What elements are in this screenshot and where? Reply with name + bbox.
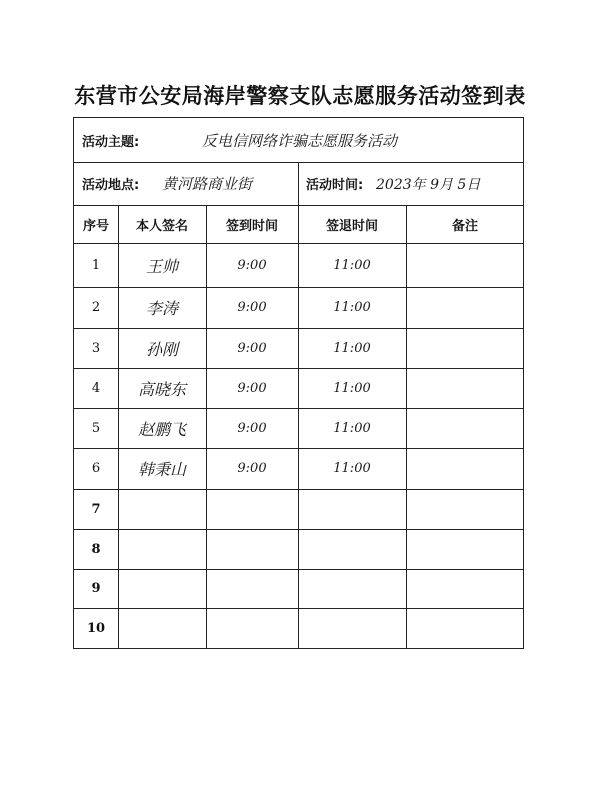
sign-in-time: 9:00 — [237, 380, 267, 396]
sign-out-time: 11:00 — [333, 340, 371, 356]
signature — [118, 529, 206, 569]
signature: 李涛 — [145, 299, 178, 318]
row-number: 3 — [91, 340, 101, 356]
theme-label: 活动主题: — [82, 134, 140, 150]
header-sign-out-time: 签退时间 — [325, 218, 378, 234]
sign-out-time: 11:00 — [333, 380, 371, 396]
sign-in-time: 9:00 — [237, 340, 267, 356]
sign-in-time: 9:00 — [237, 461, 267, 476]
document-title: 东营市公安局海岸警察支队志愿服务活动签到表 — [74, 83, 526, 108]
header-signature: 本人签名 — [135, 218, 188, 234]
header-remarks: 备注 — [451, 218, 478, 234]
row-number: 2 — [91, 300, 101, 315]
sign-in-sheet — [73, 117, 524, 649]
location-label: 活动地点: — [82, 178, 140, 193]
signature: 高晓东 — [137, 379, 186, 399]
row-number: 1 — [91, 257, 101, 273]
sign-in-time: 9:00 — [237, 300, 267, 315]
sign-out-time — [298, 489, 406, 529]
sign-in-time: 9:00 — [237, 257, 267, 273]
sign-in-time — [206, 608, 298, 649]
row-number: 9 — [91, 581, 101, 596]
remark — [406, 328, 524, 368]
remark — [406, 408, 524, 448]
signature: 赵鹏飞 — [137, 419, 186, 439]
column-divider — [298, 162, 299, 205]
sign-out-time: 11:00 — [333, 420, 371, 436]
sign-out-time — [298, 608, 406, 649]
header-number: 序号 — [82, 218, 109, 234]
sign-out-time — [298, 569, 406, 608]
remark — [406, 368, 524, 408]
signature — [118, 489, 206, 529]
signature: 孙刚 — [145, 339, 178, 359]
remark — [406, 489, 524, 529]
time-label: 活动时间: — [306, 178, 364, 193]
row-number: 8 — [91, 541, 101, 557]
sign-in-time: 9:00 — [237, 420, 267, 436]
row-number: 4 — [91, 380, 101, 396]
remark — [406, 569, 524, 608]
sign-out-time: 11:00 — [333, 461, 371, 476]
signature: 韩秉山 — [137, 460, 186, 479]
sign-out-time — [298, 529, 406, 569]
signature — [118, 608, 206, 649]
remark — [406, 608, 524, 649]
sign-in-time — [206, 569, 298, 608]
signature: 王帅 — [145, 256, 178, 276]
signature — [118, 569, 206, 608]
location-value: 黄河路商业街 — [162, 175, 253, 193]
row-number: 10 — [86, 621, 106, 636]
remark — [406, 448, 524, 489]
row-number: 7 — [91, 501, 101, 517]
remark — [406, 243, 524, 287]
sign-out-time: 11:00 — [333, 257, 371, 273]
sign-in-time — [206, 529, 298, 569]
row-number: 6 — [91, 461, 101, 476]
theme-value: 反电信网络诈骗志愿服务活动 — [202, 131, 398, 150]
sign-out-time: 11:00 — [333, 300, 371, 315]
remark — [406, 529, 524, 569]
sign-in-time — [206, 489, 298, 529]
time-value: 2023年 9月 5日 — [376, 176, 481, 193]
row-number: 5 — [91, 420, 101, 436]
header-sign-in-time: 签到时间 — [225, 218, 278, 234]
remark — [406, 287, 524, 328]
